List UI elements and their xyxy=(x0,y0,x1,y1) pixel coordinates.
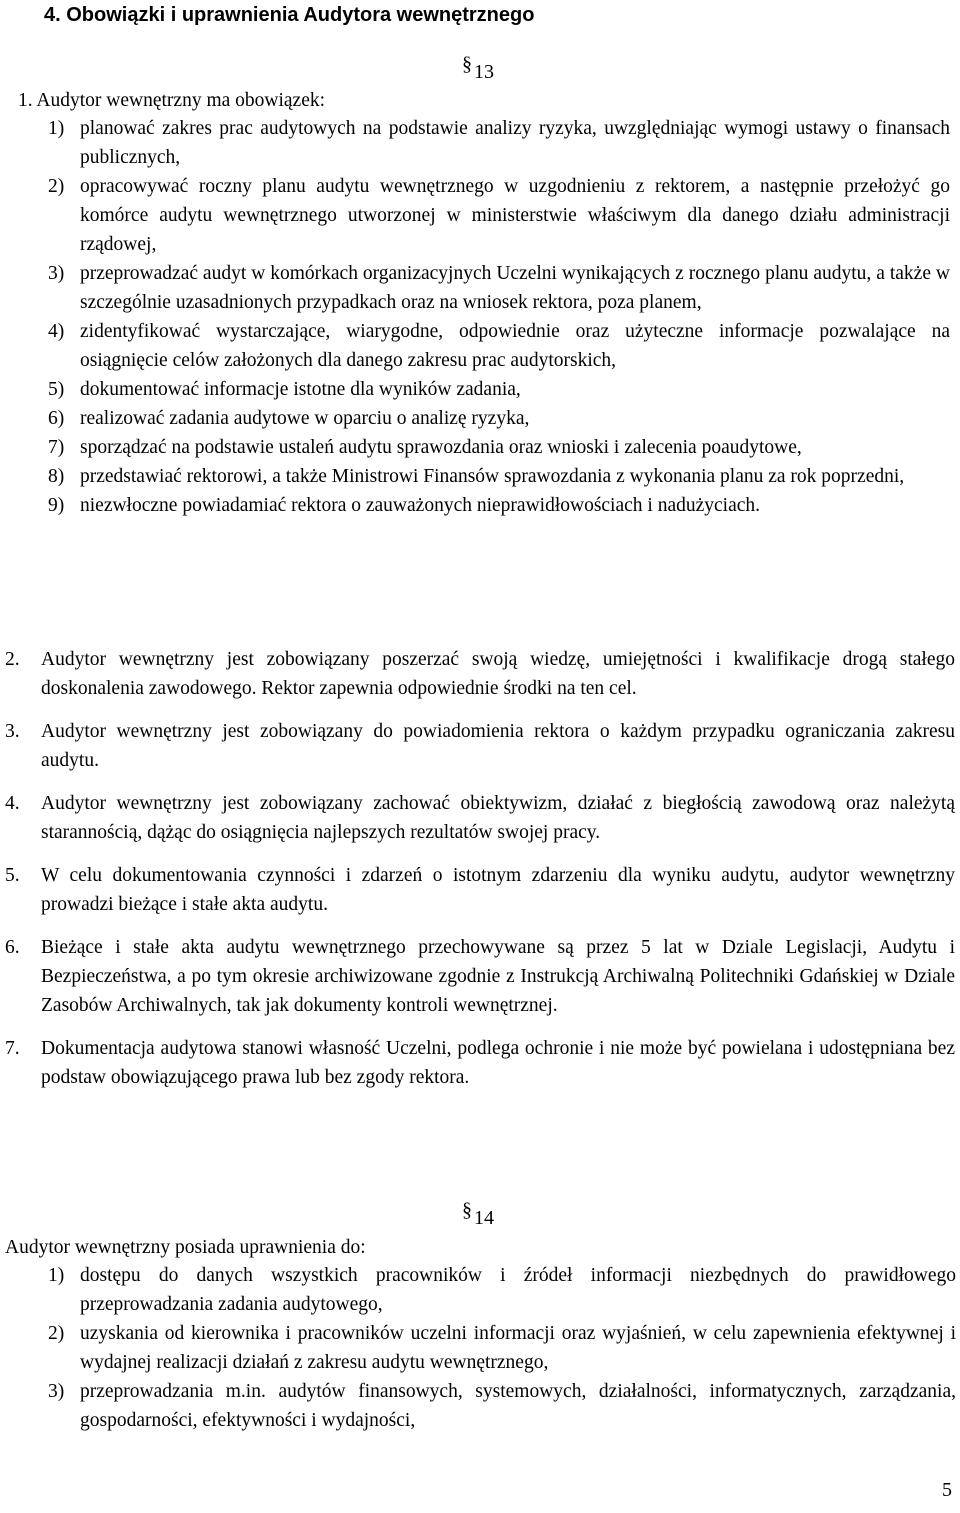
list-item-number: 3) xyxy=(48,1381,65,1402)
list-item-text: niezwłoczne powiadamiać rektora o zauważonych nieprawidłowościach i nadużyciach. xyxy=(80,495,761,516)
numbered-paragraph xyxy=(0,933,955,1020)
list-item-text: realizować zadania audytowe w oparciu o analizę ryzyka, xyxy=(80,408,530,429)
obligation-item xyxy=(0,433,950,462)
list-item-text: przedstawiać rektorowi, a także Ministrowi Finansów sprawozdania z wykonania planu za rok poprzedni, xyxy=(80,466,905,487)
obligation-item xyxy=(0,259,950,317)
section-sign-icon: § xyxy=(462,1199,472,1221)
paragraph-number: 6. xyxy=(5,937,20,958)
right-item xyxy=(0,1319,956,1377)
obligation-item xyxy=(0,317,950,375)
obligation-item xyxy=(0,491,950,520)
rights-list xyxy=(0,1261,956,1435)
list-item-number: 9) xyxy=(48,495,65,516)
right-item xyxy=(0,1261,956,1319)
paragraph-number: 5. xyxy=(5,865,20,886)
page-number: 5 xyxy=(942,1479,952,1501)
section-sign-icon: § xyxy=(462,53,472,75)
list-item-text: planować zakres prac audytowych na podstawie analizy ryzyka, uwzględniając wymogi ustawy o finansach publicznych, xyxy=(80,118,950,168)
list-item-text: dostępu do danych wszystkich pracowników i źródeł informacji niezbędnych do prawidłowego przeprowadzania zadania audytowego, xyxy=(80,1265,956,1315)
right-item xyxy=(0,1377,956,1435)
paragraph-number: 4. xyxy=(5,793,20,814)
list-item-number: 1) xyxy=(48,118,65,139)
obligation-item xyxy=(0,404,950,433)
obligation-item xyxy=(0,114,950,172)
paragraph-13 xyxy=(0,86,958,115)
paragraph-14-intro: Audytor wewnętrzny posiada uprawnienia do: xyxy=(5,1237,366,1258)
numbered-paragraph xyxy=(0,861,955,919)
paragraph-14 xyxy=(0,1233,958,1262)
obligation-item xyxy=(0,462,950,491)
paragraph-13-mark xyxy=(462,53,494,86)
numbered-paragraph xyxy=(0,1034,955,1092)
list-item-number: 8) xyxy=(48,466,65,487)
obligations-list xyxy=(0,114,950,520)
obligation-item xyxy=(0,375,950,404)
list-item-number: 3) xyxy=(48,263,65,284)
paragraph-14-mark xyxy=(462,1199,494,1232)
paragraph-text: Audytor wewnętrzny jest zobowiązany zachować obiektywizm, działać z biegłością zawodową oraz należytą starannością, dążąc do osiągnięcia najlepszych rezultatów swojej pracy. xyxy=(41,793,955,843)
paragraph-text: W celu dokumentowania czynności i zdarzeń o istotnym zdarzeniu dla wyniku audytu, audytor wewnętrzny prowadzi bieżące i stałe akta audytu. xyxy=(41,865,955,915)
list-item-text: przeprowadzania m.in. audytów finansowych, systemowych, działalności, informatycznych, zarządzania, gospodarności, efektywności i wydajności, xyxy=(80,1381,956,1431)
list-item-number: 2) xyxy=(48,1323,65,1344)
list-item-text: przeprowadzać audyt w komórkach organizacyjnych Uczelni wynikających z rocznego planu audytu, a także w szczególnie uzasadnionych przypadkach oraz na wniosek rektora, poza planem, xyxy=(80,263,950,313)
obligation-item xyxy=(0,172,950,259)
paragraph-text: Bieżące i stałe akta audytu wewnętrznego przechowywane są przez 5 lat w Dziale Legislacji, Audytu i Bezpieczeństwa, a po tym okresie archiwizowane zgodnie z Instrukcją Archiwalną Politechniki Gdańskiej w Dziale Zasobów Archiwalnych, tak jak dokumenty kontroli wewnętrznej. xyxy=(41,937,955,1016)
paragraph-13-intro: 1. Audytor wewnętrzny ma obowiązek: xyxy=(18,90,326,111)
numbered-paragraph xyxy=(0,645,955,703)
list-item-text: sporządzać na podstawie ustaleń audytu sprawozdania oraz wnioski i zalecenia poaudytowe, xyxy=(80,437,802,458)
list-item-number: 4) xyxy=(48,321,65,342)
list-item-number: 2) xyxy=(48,176,65,197)
list-item-text: zidentyfikować wystarczające, wiarygodne, odpowiednie oraz użyteczne informacje pozwalające na osiągnięcie celów założonych dla danego zakresu prac audytorskich, xyxy=(80,321,950,371)
paragraph-text: Dokumentacja audytowa stanowi własność Uczelni, podlega ochronie i nie może być powielana i udostępniana bez podstaw obowiązującego prawa lub bez zgody rektora. xyxy=(41,1038,955,1088)
paragraph-number: 7. xyxy=(5,1038,20,1059)
list-item-number: 7) xyxy=(48,437,65,458)
paragraph-13-number: 13 xyxy=(474,61,494,83)
paragraph-14-number: 14 xyxy=(474,1207,494,1229)
list-item-number: 1) xyxy=(48,1265,65,1286)
list-item-text: uzyskania od kierownika i pracowników uczelni informacji oraz wyjaśnień, w celu zapewnienia efektywnej i wydajnej realizacji działań z zakresu audytu wewnętrznego, xyxy=(80,1323,956,1373)
paragraph-text: Audytor wewnętrzny jest zobowiązany do powiadomienia rektora o każdym przypadku ograniczania zakresu audytu. xyxy=(41,721,955,771)
paragraph-text: Audytor wewnętrzny jest zobowiązany poszerzać swoją wiedzę, umiejętności i kwalifikacje drogą stałego doskonalenia zawodowego. Rektor zapewnia odpowiednie środki na ten cel. xyxy=(41,649,955,699)
list-item-text: dokumentować informacje istotne dla wyników zadania, xyxy=(80,379,521,400)
section-heading: 4. Obowiązki i uprawnienia Audytora wewnętrznego xyxy=(44,4,535,26)
list-item-number: 5) xyxy=(48,379,65,400)
paragraph-number: 2. xyxy=(5,649,20,670)
list-item-number: 6) xyxy=(48,408,65,429)
numbered-paragraph xyxy=(0,717,955,775)
paragraph-number: 3. xyxy=(5,721,20,742)
numbered-paragraph xyxy=(0,789,955,847)
list-item-text: opracowywać roczny planu audytu wewnętrznego w uzgodnieniu z rektorem, a następnie przełożyć go komórce audytu wewnętrznego utworzonej w ministerstwie właściwym dla danego działu administracji rządowej, xyxy=(80,176,950,255)
paragraph-13-points xyxy=(0,645,955,1106)
